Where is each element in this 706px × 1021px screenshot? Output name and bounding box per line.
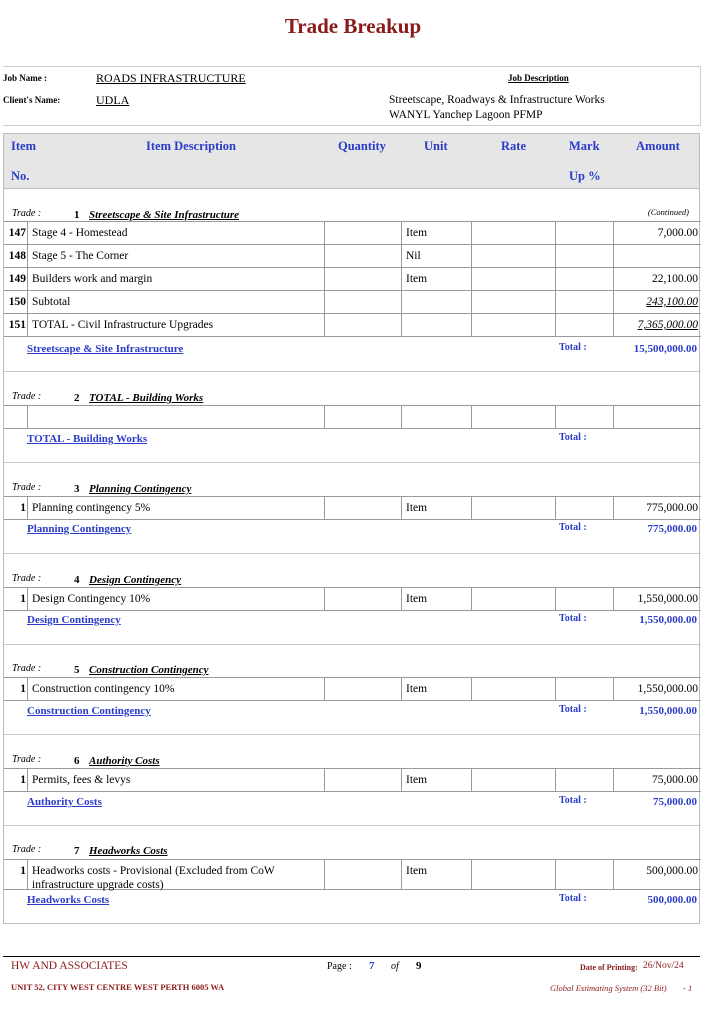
item-unit xyxy=(401,314,471,336)
trade-total-label: Total : xyxy=(559,432,587,443)
trade-total-row xyxy=(4,701,701,723)
trade-total-name[interactable]: Streetscape & Site Infrastructure xyxy=(27,343,184,355)
footer-of-label: of xyxy=(391,961,399,972)
item-amount: 22,100.00 xyxy=(613,268,701,290)
item-markup xyxy=(555,588,613,610)
footer-company: HW AND ASSOCIATES xyxy=(11,960,128,972)
item-description: Builders work and margin xyxy=(27,268,324,290)
item-markup xyxy=(555,268,613,290)
item-rate xyxy=(471,497,555,519)
trade-label: Trade : xyxy=(12,663,42,674)
item-quantity xyxy=(324,406,401,428)
footer-page-number: 7 xyxy=(369,960,375,972)
section-divider xyxy=(4,825,701,826)
trade-total-value: 500,000.00 xyxy=(647,894,697,906)
col-header-quantity: Quantity xyxy=(338,139,386,153)
item-description: Stage 5 - The Corner xyxy=(27,245,324,267)
trade-number: 6 xyxy=(74,755,80,767)
section-divider xyxy=(4,553,701,554)
trade-total-row xyxy=(4,792,701,814)
item-amount xyxy=(613,314,701,336)
footer-date: 26/Nov/24 xyxy=(643,961,684,971)
item-no: 148 xyxy=(8,250,26,262)
trade-label: Trade : xyxy=(12,391,42,402)
trade-label: Trade : xyxy=(12,844,42,855)
col-header-unit: Unit xyxy=(424,139,448,153)
item-unit xyxy=(401,291,471,313)
trade-total-label: Total : xyxy=(559,342,587,353)
table-row xyxy=(4,859,701,890)
trade-name: Planning Contingency xyxy=(89,483,192,495)
col-header-rate: Rate xyxy=(501,139,526,153)
item-rate xyxy=(471,245,555,267)
trade-total-row xyxy=(4,339,701,361)
trade-total-name[interactable]: Design Contingency xyxy=(27,614,121,626)
col-header-item: Item xyxy=(11,139,36,153)
item-unit: Item xyxy=(401,268,471,290)
table-row xyxy=(4,587,701,611)
item-description: Permits, fees & levys xyxy=(27,769,324,791)
item-no xyxy=(4,406,27,428)
item-markup xyxy=(555,860,613,889)
item-amount: 500,000.00 xyxy=(613,860,701,889)
client-name-value: UDLA xyxy=(96,93,130,107)
item-description xyxy=(27,406,324,428)
trade-number: 5 xyxy=(74,664,80,676)
table-row xyxy=(4,221,701,245)
section-divider xyxy=(4,644,701,645)
table-row xyxy=(4,677,701,701)
item-quantity xyxy=(324,497,401,519)
trade-total-name[interactable]: Planning Contingency xyxy=(27,523,132,535)
item-rate xyxy=(471,268,555,290)
item-no: 150 xyxy=(8,296,26,308)
item-quantity xyxy=(324,245,401,267)
item-description: TOTAL - Civil Infrastructure Upgrades xyxy=(27,314,324,336)
col-header-markup: Mark xyxy=(569,139,600,153)
section-divider xyxy=(4,462,701,463)
item-no: 147 xyxy=(8,227,26,239)
col-header-item-no: No. xyxy=(11,169,30,183)
item-rate xyxy=(471,860,555,889)
trade-total-value: 1,550,000.00 xyxy=(639,705,697,717)
trade-total-name[interactable]: TOTAL - Building Works xyxy=(27,433,148,445)
item-amount xyxy=(613,406,701,428)
item-markup xyxy=(555,291,613,313)
item-description: Planning contingency 5% xyxy=(27,497,324,519)
table-row xyxy=(4,267,701,291)
item-unit: Item xyxy=(401,678,471,700)
section-divider xyxy=(4,734,701,735)
footer-divider xyxy=(3,956,700,957)
item-rate xyxy=(471,769,555,791)
item-markup xyxy=(555,406,613,428)
item-rate xyxy=(471,222,555,244)
footer-address: UNIT 52, CITY WEST CENTRE WEST PERTH 6005 WA xyxy=(11,982,225,992)
table-row xyxy=(4,768,701,792)
item-rate xyxy=(471,588,555,610)
trade-number: 1 xyxy=(74,209,80,221)
item-markup xyxy=(555,769,613,791)
item-description: Headworks costs - Provisional (Excluded from CoW infrastructure upgrade costs) xyxy=(27,860,324,889)
item-no: 1 xyxy=(20,502,26,514)
trade-total-label: Total : xyxy=(559,522,587,533)
trade-total-name[interactable]: Construction Contingency xyxy=(27,705,151,717)
item-quantity xyxy=(324,222,401,244)
item-quantity xyxy=(324,678,401,700)
trade-name: Construction Contingency xyxy=(89,664,209,676)
item-amount: 1,550,000.00 xyxy=(613,588,701,610)
job-description-line-2: WANYL Yanchep Lagoon PFMP xyxy=(389,109,543,121)
item-amount: 1,550,000.00 xyxy=(613,678,701,700)
trade-number: 7 xyxy=(74,845,80,857)
item-markup xyxy=(555,497,613,519)
trade-total-row xyxy=(4,429,701,451)
item-rate xyxy=(471,291,555,313)
client-name-label: Client's Name: xyxy=(3,95,61,105)
trade-total-row xyxy=(4,610,701,632)
item-unit: Item xyxy=(401,769,471,791)
trade-total-value: 75,000.00 xyxy=(653,796,697,808)
item-quantity xyxy=(324,588,401,610)
footer-page-suffix: - 1 xyxy=(683,983,693,993)
footer-page-total: 9 xyxy=(416,960,422,972)
item-description: Stage 4 - Homestead xyxy=(27,222,324,244)
item-markup xyxy=(555,245,613,267)
trade-label: Trade : xyxy=(12,754,42,765)
job-description-line-1: Streetscape, Roadways & Infrastructure Works xyxy=(389,94,605,106)
trade-name: Headworks Costs xyxy=(89,845,168,857)
item-unit: Item xyxy=(401,497,471,519)
trade-name: Design Contingency xyxy=(89,574,181,586)
subtotal-amount: 243,100.00 xyxy=(646,296,698,308)
trade-number: 4 xyxy=(74,574,80,586)
item-unit: Nil xyxy=(401,245,471,267)
footer-date-label: Date of Printing: xyxy=(580,963,638,972)
column-header-band xyxy=(3,133,700,189)
trade-name: Authority Costs xyxy=(89,755,160,767)
footer-system-name: Global Estimating System (32 Bit) xyxy=(550,983,667,993)
table-row xyxy=(4,244,701,268)
item-no: 149 xyxy=(8,273,26,285)
col-header-markup-pct: Up % xyxy=(569,169,601,183)
trade-total-label: Total : xyxy=(559,704,587,715)
trade-label: Trade : xyxy=(12,208,42,219)
trade-total-row xyxy=(4,519,701,541)
item-no: 1 xyxy=(20,865,26,877)
item-rate xyxy=(471,406,555,428)
col-header-description: Item Description xyxy=(146,139,236,153)
item-markup xyxy=(555,222,613,244)
item-quantity xyxy=(324,314,401,336)
trade-number: 3 xyxy=(74,483,80,495)
item-quantity xyxy=(324,291,401,313)
item-rate xyxy=(471,678,555,700)
trade-total-value: 15,500,000.00 xyxy=(633,343,697,355)
trade-breakup-body xyxy=(3,189,700,924)
job-name-value: ROADS INFRASTRUCTURE xyxy=(96,71,246,85)
item-markup xyxy=(555,678,613,700)
table-row xyxy=(4,405,701,429)
item-no: 151 xyxy=(8,319,26,331)
section-divider xyxy=(4,371,701,372)
trade-name: Streetscape & Site Infrastructure xyxy=(89,209,240,221)
item-amount: 75,000.00 xyxy=(613,769,701,791)
item-amount: 7,000.00 xyxy=(613,222,701,244)
job-name-label: Job Name : xyxy=(3,73,47,83)
trade-total-row xyxy=(4,890,701,912)
item-amount xyxy=(613,245,701,267)
col-header-amount: Amount xyxy=(636,139,680,153)
item-quantity xyxy=(324,860,401,889)
trade-total-value: 775,000.00 xyxy=(647,523,697,535)
table-row xyxy=(4,313,701,337)
trade-total-value: 1,550,000.00 xyxy=(639,614,697,626)
job-description-label: Job Description xyxy=(508,73,569,83)
trade-total-label: Total : xyxy=(559,613,587,624)
item-description: Design Contingency 10% xyxy=(27,588,324,610)
footer-page-label: Page : xyxy=(327,961,352,972)
trade-label: Trade : xyxy=(12,573,42,584)
item-amount: 775,000.00 xyxy=(613,497,701,519)
item-unit: Item xyxy=(401,222,471,244)
table-row xyxy=(4,496,701,520)
page-title: Trade Breakup xyxy=(284,14,422,38)
trade-total-label: Total : xyxy=(559,893,587,904)
trade-number: 2 xyxy=(74,392,80,404)
job-info-box xyxy=(3,66,701,126)
trade-total-name[interactable]: Authority Costs xyxy=(27,796,102,808)
continued-note: (Continued) xyxy=(647,207,689,217)
trade-label: Trade : xyxy=(12,482,42,493)
item-no: 1 xyxy=(20,774,26,786)
item-no: 1 xyxy=(20,593,26,605)
item-rate xyxy=(471,314,555,336)
item-unit: Item xyxy=(401,860,471,889)
item-amount xyxy=(613,291,701,313)
item-unit: Item xyxy=(401,588,471,610)
trade-name: TOTAL - Building Works xyxy=(89,392,204,404)
item-quantity xyxy=(324,268,401,290)
item-description: Subtotal xyxy=(27,291,324,313)
trade-total-label: Total : xyxy=(559,795,587,806)
civil-total-amount: 7,365,000.00 xyxy=(637,319,698,331)
trade-total-name[interactable]: Headworks Costs xyxy=(27,894,110,906)
item-unit xyxy=(401,406,471,428)
table-row xyxy=(4,290,701,314)
item-description: Construction contingency 10% xyxy=(27,678,324,700)
item-no: 1 xyxy=(20,683,26,695)
item-markup xyxy=(555,314,613,336)
item-quantity xyxy=(324,769,401,791)
